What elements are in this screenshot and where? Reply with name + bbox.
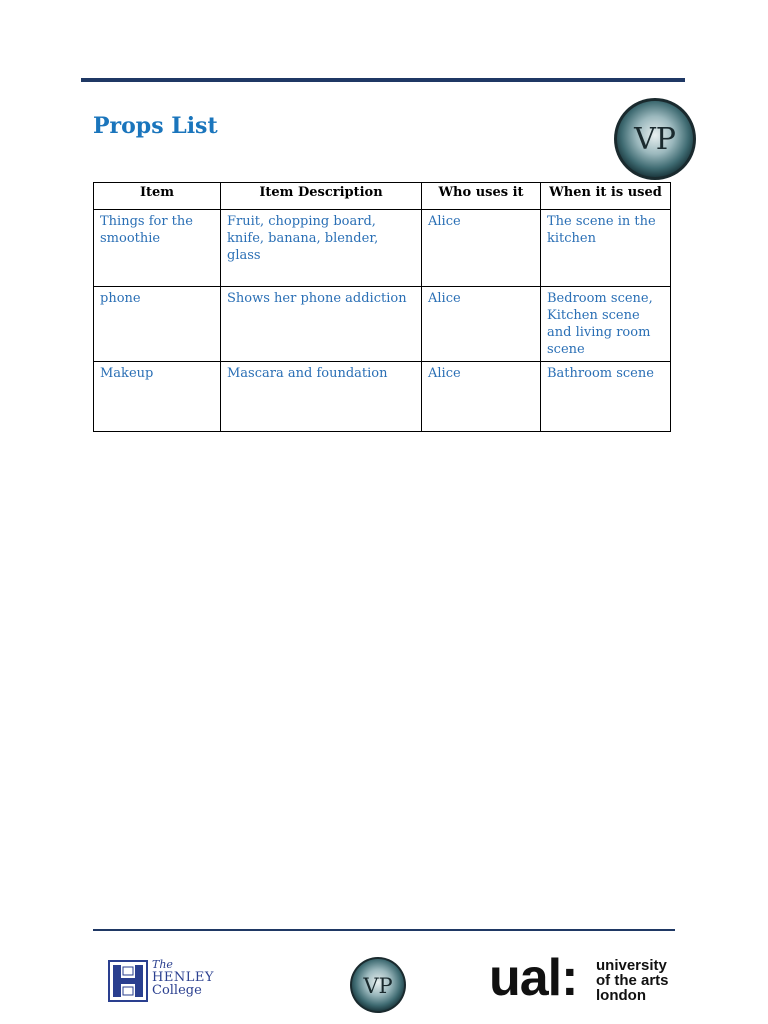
- henley-the: The: [152, 958, 173, 971]
- vp-footer-logo: [348, 956, 408, 1014]
- footer-rule: [93, 929, 675, 931]
- henley-college-logo: [108, 958, 218, 1004]
- header-when-it-is-used: When it is used: [541, 183, 671, 210]
- header-who-uses-it: Who uses it: [422, 183, 541, 210]
- ual-logo: [489, 949, 679, 1007]
- cell-who: Alice: [422, 210, 541, 287]
- header-rule: [81, 78, 685, 82]
- ual-mark: ual:: [489, 949, 578, 1007]
- ual-line3: london: [596, 987, 646, 1004]
- cell-description: Shows her phone addiction: [221, 287, 422, 362]
- henley-name: HENLEY: [152, 970, 214, 985]
- vp-logo-text: VP: [634, 122, 676, 157]
- henley-h-icon: [108, 960, 148, 1002]
- vp-footer-logo-text: VP: [363, 974, 393, 998]
- ual-line2: of the arts: [596, 972, 669, 989]
- ual-line1: university: [596, 957, 667, 974]
- header-item-description: Item Description: [221, 183, 422, 210]
- vp-logo: [612, 96, 698, 182]
- cell-item: Things for the smoothie: [94, 210, 221, 287]
- page-title: Props List: [93, 113, 218, 139]
- table-row: [94, 287, 671, 362]
- cell-description: Fruit, chopping board, knife, banana, blender, glass: [221, 210, 422, 287]
- table-header-row: [94, 183, 671, 210]
- cell-who: Alice: [422, 362, 541, 432]
- props-table: [93, 182, 671, 432]
- cell-item: phone: [94, 287, 221, 362]
- cell-when: Bedroom scene, Kitchen scene and living room scene: [541, 287, 671, 362]
- cell-description: Mascara and foundation: [221, 362, 422, 432]
- table-row: [94, 362, 671, 432]
- header-item: Item: [94, 183, 221, 210]
- table-row: [94, 210, 671, 287]
- cell-item: Makeup: [94, 362, 221, 432]
- cell-when: The scene in the kitchen: [541, 210, 671, 287]
- henley-college: College: [152, 983, 202, 998]
- cell-who: Alice: [422, 287, 541, 362]
- cell-when: Bathroom scene: [541, 362, 671, 432]
